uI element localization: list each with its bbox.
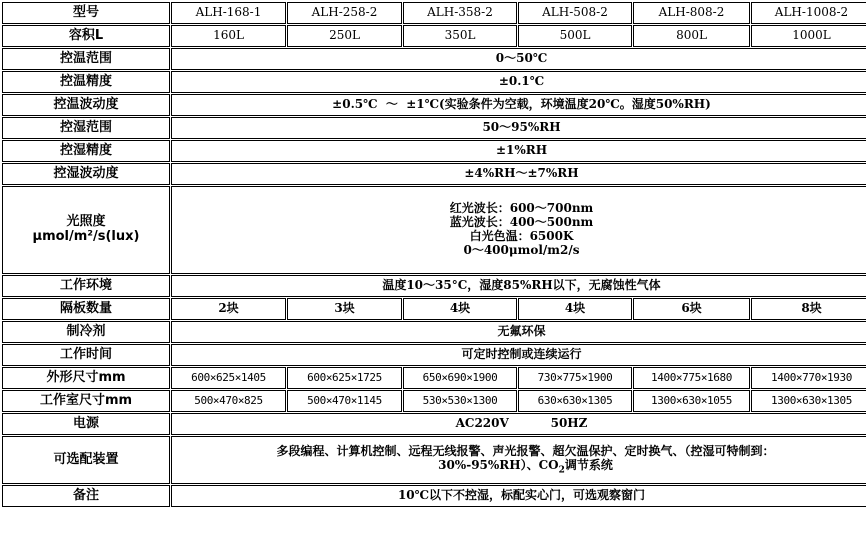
shelves-cell: 6块 <box>633 298 750 320</box>
power-label: 电源 <box>2 413 170 435</box>
shelves-cell: 4块 <box>518 298 632 320</box>
row-model <box>2 2 866 24</box>
outer-size-cell: 650×690×1900 <box>403 367 517 389</box>
options-line1: 多段编程、计算机控制、远程无线报警、声光报警、超欠温保护、定时换气、（控湿可特制到： <box>276 443 775 458</box>
temp-range-value: 0～50℃ <box>171 48 866 70</box>
illumination-label <box>2 186 170 274</box>
row-environment <box>2 275 866 297</box>
outer-size-cell: 1400×775×1680 <box>633 367 750 389</box>
row-shelves <box>2 298 866 320</box>
environment-label: 工作环境 <box>2 275 170 297</box>
model-cell: ALH-508-2 <box>518 2 632 24</box>
outer-size-label: 外形尺寸mm <box>2 367 170 389</box>
row-temp-precision <box>2 71 866 93</box>
illumination-blue: 蓝光波长：400～500nm <box>449 215 594 230</box>
temp-fluctuation-value: ±0.5℃ ～ ±1℃(实验条件为空载，环境温度20℃。湿度50%RH) <box>171 94 866 116</box>
outer-size-cell: 600×625×1725 <box>287 367 402 389</box>
illumination-range: 0～400μmol/m2/s <box>463 242 580 257</box>
model-cell: ALH-258-2 <box>287 2 402 24</box>
humidity-fluctuation-label: 控湿波动度 <box>2 163 170 185</box>
illumination-label-line2: μmol/m²/s(lux) <box>32 229 140 244</box>
model-cell: ALH-358-2 <box>403 2 517 24</box>
outer-size-cell: 730×775×1900 <box>518 367 632 389</box>
illumination-white: 白光色温：6500K <box>469 229 574 243</box>
row-temp-range <box>2 48 866 70</box>
chamber-size-cell: 630×630×1305 <box>518 390 632 412</box>
model-cell: ALH-808-2 <box>633 2 750 24</box>
options-label: 可选配装置 <box>2 436 170 484</box>
row-chamber-size <box>2 390 866 412</box>
humidity-precision-label: 控湿精度 <box>2 140 170 162</box>
chamber-size-cell: 530×530×1300 <box>403 390 517 412</box>
row-volume <box>2 25 866 47</box>
outer-size-cell: 600×625×1405 <box>171 367 286 389</box>
humidity-range-value: 50～95%RH <box>171 117 866 139</box>
chamber-size-cell: 1300×630×1055 <box>633 390 750 412</box>
volume-cell: 350L <box>403 25 517 47</box>
volume-cell: 1000L <box>751 25 866 47</box>
work-time-label: 工作时间 <box>2 344 170 366</box>
row-refrigerant <box>2 321 866 343</box>
shelves-label: 隔板数量 <box>2 298 170 320</box>
temp-fluctuation-label: 控温波动度 <box>2 94 170 116</box>
row-humidity-fluctuation <box>2 163 866 185</box>
row-options <box>2 436 866 484</box>
chamber-size-cell: 500×470×1145 <box>287 390 402 412</box>
options-value <box>171 436 866 484</box>
temp-precision-value: ±0.1℃ <box>171 71 866 93</box>
outer-size-cell: 1400×770×1930 <box>751 367 866 389</box>
options-line2 <box>184 459 866 476</box>
model-label: 型号 <box>2 2 170 24</box>
options-line2-sub: 2 <box>558 464 565 475</box>
illumination-label-line1: 光照度 <box>66 214 106 230</box>
refrigerant-label: 制冷剂 <box>2 321 170 343</box>
options-line2-prefix: 30%-95%RH）、CO <box>438 457 559 472</box>
illumination-value <box>171 186 866 274</box>
model-cell: ALH-168-1 <box>171 2 286 24</box>
temp-precision-label: 控温精度 <box>2 71 170 93</box>
chamber-size-cell: 500×470×825 <box>171 390 286 412</box>
remarks-label: 备注 <box>2 485 170 507</box>
chamber-size-cell: 1300×630×1305 <box>751 390 866 412</box>
shelves-cell: 4块 <box>403 298 517 320</box>
environment-value: 温度10～35°C，湿度85%RH以下，无腐蚀性气体 <box>171 275 866 297</box>
humidity-precision-value: ±1%RH <box>171 140 866 162</box>
volume-label: 容积L <box>2 25 170 47</box>
row-illumination <box>2 186 866 274</box>
volume-cell: 160L <box>171 25 286 47</box>
row-humidity-precision <box>2 140 866 162</box>
chamber-size-label: 工作室尺寸mm <box>2 390 170 412</box>
shelves-cell: 2块 <box>171 298 286 320</box>
refrigerant-value: 无氟环保 <box>171 321 866 343</box>
humidity-fluctuation-value: ±4%RH～±7%RH <box>171 163 866 185</box>
remarks-value: 10℃以下不控湿，标配实心门，可选观察窗门 <box>171 485 866 507</box>
row-power <box>2 413 866 435</box>
row-humidity-range <box>2 117 866 139</box>
model-cell: ALH-1008-2 <box>751 2 866 24</box>
row-outer-size <box>2 367 866 389</box>
options-line2-suffix: 调节系统 <box>564 457 613 472</box>
row-temp-fluctuation <box>2 94 866 116</box>
humidity-range-label: 控湿范围 <box>2 117 170 139</box>
volume-cell: 500L <box>518 25 632 47</box>
temp-range-label: 控温范围 <box>2 48 170 70</box>
work-time-value: 可定时控制或连续运行 <box>171 344 866 366</box>
shelves-cell: 3块 <box>287 298 402 320</box>
shelves-cell: 8块 <box>751 298 866 320</box>
volume-cell: 800L <box>633 25 750 47</box>
power-value: AC220V 50HZ <box>171 413 866 435</box>
spec-table <box>1 1 866 508</box>
illumination-red: 红光波长：600～700nm <box>449 201 594 216</box>
row-work-time <box>2 344 866 366</box>
row-remarks <box>2 485 866 507</box>
volume-cell: 250L <box>287 25 402 47</box>
